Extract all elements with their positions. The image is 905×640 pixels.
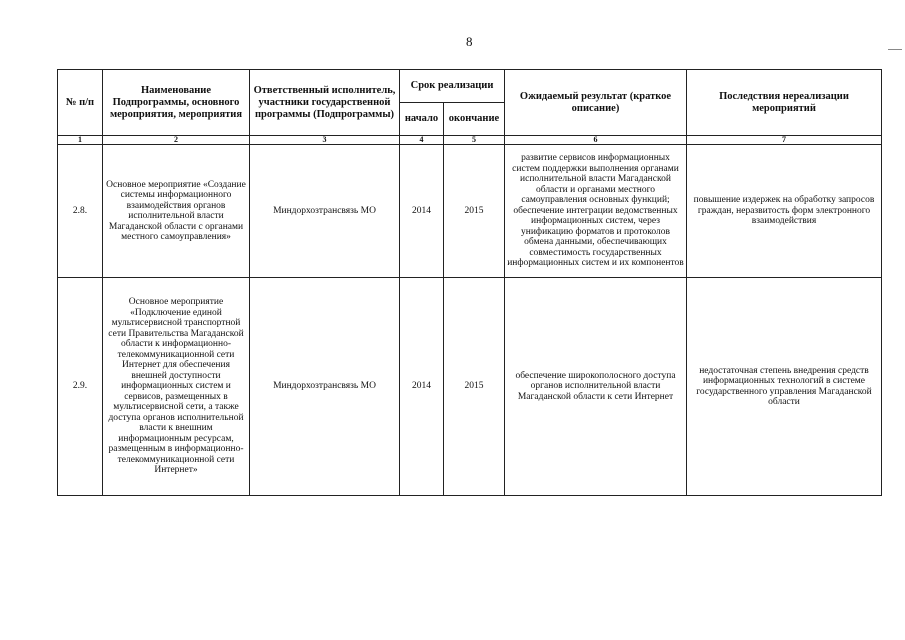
row-consequences: недостаточная степень внедрения средств информационных технологий в системе государственного управления Магаданской области <box>687 278 882 496</box>
header-end: окончание <box>444 103 505 136</box>
header-consequences: Последствия нереализации мероприятий <box>687 70 882 136</box>
column-number: 3 <box>250 136 400 145</box>
row-start: 2014 <box>400 145 444 278</box>
row-start: 2014 <box>400 278 444 496</box>
row-executor: Миндорхозтрансвязь МО <box>250 278 400 496</box>
scan-mark <box>888 49 902 50</box>
header-executor: Ответственный исполнитель, участники государственной программы (Подпрограммы) <box>250 70 400 136</box>
row-name: Основное мероприятие «Создание системы информационного взаимодействия органов исполнительной власти Магаданской области с органами местного самоуправления» <box>103 145 250 278</box>
program-activities-table <box>57 69 882 496</box>
column-number: 7 <box>687 136 882 145</box>
column-number: 2 <box>103 136 250 145</box>
row-num: 2.8. <box>58 145 103 278</box>
column-number: 5 <box>444 136 505 145</box>
table-row <box>58 278 882 496</box>
header-num: № п/п <box>58 70 103 136</box>
row-end: 2015 <box>444 278 505 496</box>
column-number-row <box>58 136 882 145</box>
row-num: 2.9. <box>58 278 103 496</box>
row-consequences: повышение издержек на обработку запросов граждан, неразвитость форм электронного взаимодействия <box>687 145 882 278</box>
header-period: Срок реализации <box>400 70 505 103</box>
header-start: начало <box>400 103 444 136</box>
row-result: развитие сервисов информационных систем поддержки выполнения органами исполнительной власти Магаданской области и органами местного самоуправления основных функций; обеспечение интеграции ведомственных информационных систем, через унификацию форматов и протоколов обмена данными, обеспечивающих совместимость государственных информационных систем и их компонентов <box>505 145 687 278</box>
column-number: 1 <box>58 136 103 145</box>
header-result: Ожидаемый результат (краткое описание) <box>505 70 687 136</box>
table-row <box>58 145 882 278</box>
row-end: 2015 <box>444 145 505 278</box>
column-number: 4 <box>400 136 444 145</box>
row-name: Основное мероприятие «Подключение единой мультисервисной транспортной сети Правительства Магаданской области к информационно-телекоммуникационной сети Интернет для обеспечения внешней доступности информационных систем и сервисов, размещенных в мультисервисной сети, а также доступа органов исполнительной власти к внешним информационным ресурсам, размещенным в информационно-телекоммуникационной сети Интернет» <box>103 278 250 496</box>
header-row <box>58 70 882 103</box>
column-number: 6 <box>505 136 687 145</box>
row-executor: Миндорхозтрансвязь МО <box>250 145 400 278</box>
page-number: 8 <box>466 34 473 49</box>
row-result: обеспечение широкополосного доступа органов исполнительной власти Магаданской области к сети Интернет <box>505 278 687 496</box>
header-name: Наименование Подпрограммы, основного мероприятия, мероприятия <box>103 70 250 136</box>
